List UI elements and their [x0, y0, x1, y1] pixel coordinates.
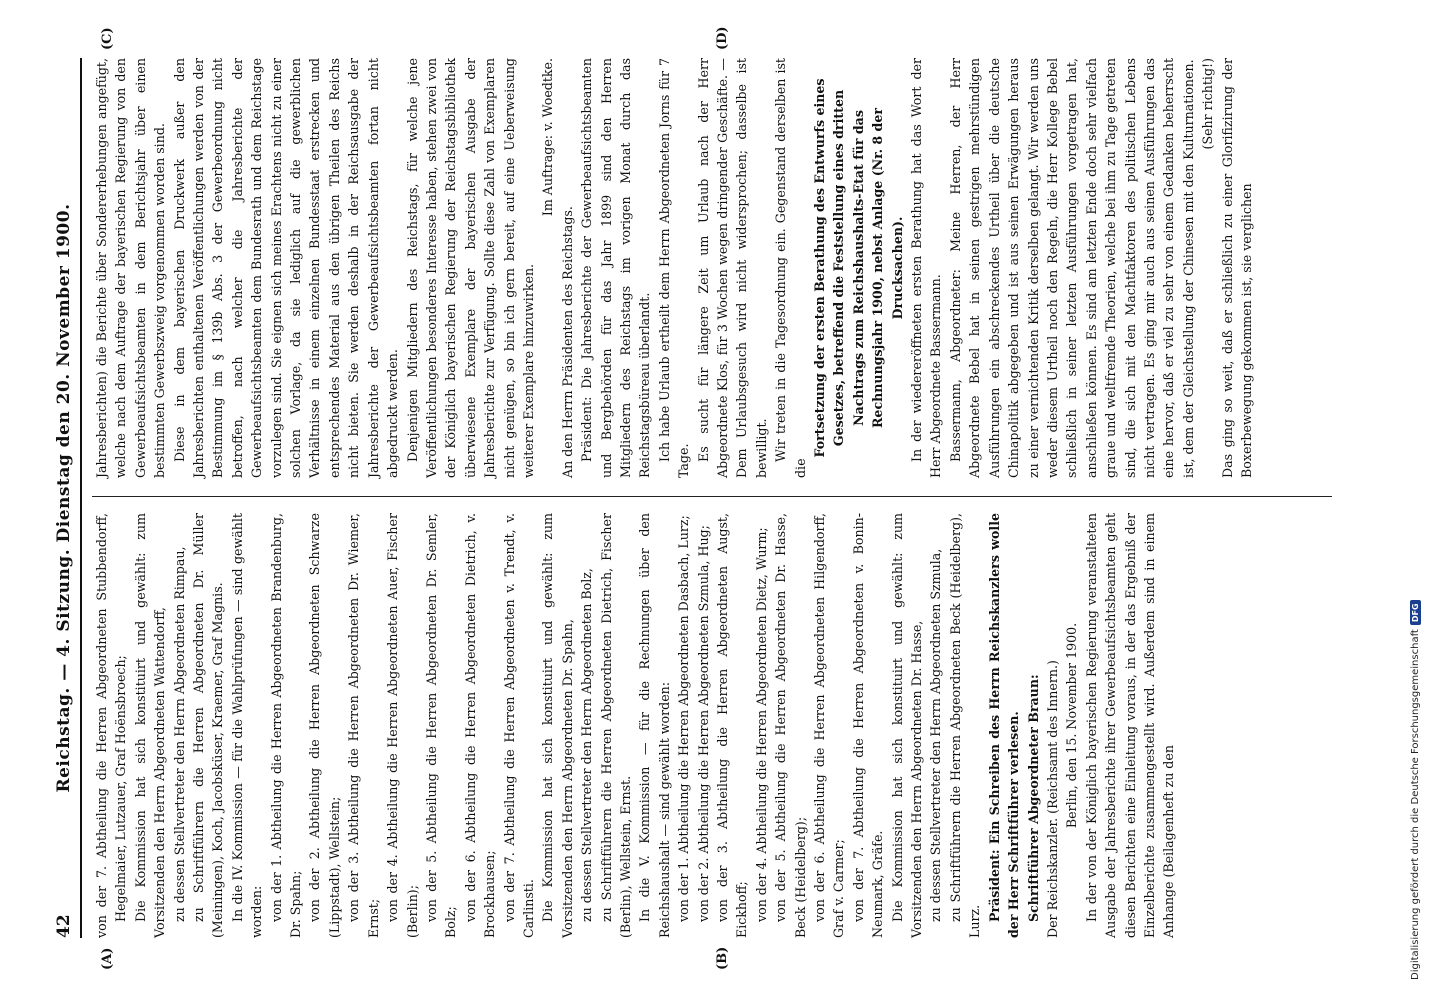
- paragraph: zu dessen Stellvertreter den Herrn Abgeordneten Szmula,: [928, 548, 944, 922]
- paragraph: In die V. Kommission — für die Rechnungen über den Reichshaushalt — sind gewählt worden:: [637, 513, 672, 938]
- paragraph: von der 6. Abtheilung die Herren Abgeordneten Hilgendorff, Graf v. Carmer;: [812, 513, 847, 938]
- paragraph: Wir treten in die Tagesordnung ein. Gegenstand derselben ist die: [773, 58, 808, 478]
- margin-marker-d: (D): [715, 26, 730, 50]
- paragraph: von der 7. Abtheilung die Herren Abgeordneten v. Bonin-Neumark, Gräfe.: [850, 513, 886, 938]
- paragraph: zu dessen Stellvertreter den Herrn Abgeordneten Bolz,: [579, 568, 595, 922]
- paragraph: Präsident: Die Jahresberichte der Gewerbeaufsichtsbeamten und Bergbehörden für das Jahr 1899 sind den Herren Mitgliedern des Reichstags im vorigen Monat durch das Reichstagsbüreau überlandt.: [579, 58, 653, 478]
- paragraph: zu Schriftführern die Herren Abgeordneten Dr. Müller (Meiningen), Koch, Jacobsküser, Kraemer, Graf Magnis.: [191, 513, 226, 938]
- paragraph: Die Kommission hat sich konstituirt und gewählt: zum Vorsitzenden den Herrn Abgeordneten Dr. Spahn,: [540, 513, 575, 938]
- paragraph: von der 2. Abtheilung die Herren Abgeordneten Schwarze (Lippstadt), Wellstein;: [307, 513, 342, 938]
- paragraph: In der von der Königlich bayerischen Regierung veranstalteten Ausgabe der Jahresberichte ihrer Gewerbeaufsichtsbeamten geht diesen Berichten eine Einleitung voraus, in der das Ergebniß der Einzelberichte zusammengestellt wird. Außerdem sind in einem Anhange (Beilagenheft zu den: [1083, 513, 1177, 938]
- paragraph: von der 2. Abtheilung die Herren Abgeordneten Szmula, Hug;: [695, 525, 711, 922]
- paragraph: von der 5. Abtheilung die Herren Abgeordneten Dr. Semler, Bolz;: [423, 513, 459, 938]
- speaker-line: Schriftführer Abgeordneter Braun:: [1025, 674, 1041, 922]
- paragraph: In die IV. Kommission — für die Wahlprüfungen — sind gewählt worden:: [229, 513, 265, 938]
- letter-date: Berlin, den 15. November 1900.: [1064, 622, 1080, 829]
- addressee: An den Herrn Präsidenten des Reichstags.: [559, 206, 575, 478]
- paragraph: Jahresberichten) die Berichte über Sondererhebungen angefügt, welche nach dem Auftrage der bayerischen Regierung von den Gewerbeaufsichtsbeamten in dem Berichtsjahr über einen bestimmten Gewerbszweig vorgenommen worden sind.: [94, 58, 168, 478]
- column-divider: [92, 496, 1332, 497]
- paragraph: von der 4. Abtheilung die Herren Abgeordneten Dietz, Wurm;: [753, 527, 769, 922]
- paragraph: zu dessen Stellvertreter den Herrn Abgeordneten Rimpau,: [171, 546, 187, 922]
- paragraph: von der 1. Abtheilung die Herren Abgeordneten Dasbach, Lurz;: [676, 515, 692, 922]
- paragraph: Die Kommission hat sich konstituirt und gewählt: zum Vorsitzenden den Herrn Abgeordneten Dr. Hasse,: [889, 513, 925, 938]
- letter-sender: Der Reichskanzler. (Reichsamt des Innern.): [1044, 660, 1060, 938]
- dfg-logo-icon: DFG: [1410, 600, 1421, 625]
- paragraph: von der 7. Abtheilung die Herren Abgeordneten Stubbendorff, Hegelmaier, Lutzauer, Graf Hoënsbroech;: [94, 513, 129, 938]
- paragraph: zu Schriftführern die Herren Abgeordneten Dietrich, Fischer (Berlin), Wellstein, Ernst.: [598, 513, 633, 938]
- paragraph: Bassermann, Abgeordneter: Meine Herren, der Herr Abgeordnete Bebel hat in seinen gestrigen mehrstündigen Ausführungen ein abschreckendes Urtheil über die deutsche Chinapolitik abgegeben und ist aus seinen Erwägungen heraus zu einer vernichtenden Kritik derselben gelangt. Wir werden uns weder diesem Urtheil noch den Regeln, die Herr Kollege Bebel schließlich in seiner letzten Ausführungen vorgetragen hat, anschließen können. Es sind am letzten Ende doch sehr vielfach graue und weltfremde Theorien, welche bei ihm zu Tage getreten sind, die sich mit den Machtfaktoren des politischen Lebens nicht vertragen. Es ging mir auch aus seinen Ausführungen das eine hervor, daß er viel zu sehr von einem Gedanken beherrscht ist, dem der Gleichstellung der Chinesen mit den Kulturnationen.: [947, 58, 1196, 478]
- page-title: Reichstag. — 4. Sitzung. Dienstag den 20. November 1900.: [54, 203, 74, 793]
- paragraph: von der 1. Abtheilung die Herren Abgeordneten Brandenburg, Dr. Spahn;: [268, 513, 304, 938]
- signature: Im Auftrage: v. Woedtke.: [540, 58, 556, 217]
- paragraph: zu Schriftführern die Herren Abgeordneten Beck (Heidelberg), Lurz.: [947, 513, 983, 938]
- paragraph: von der 4. Abtheilung die Herren Abgeordneten Auer, Fischer (Berlin);: [385, 513, 420, 938]
- paragraph: von der 5. Abtheilung die Herren Abgeordneten Dr. Hasse, Beck (Heidelberg);: [773, 513, 808, 938]
- right-column: [92, 58, 1256, 478]
- president-remark: Präsident: Ein Schreiben des Herrn Reichskanzlers wolle der Herr Schriftführer verlesen.: [986, 513, 1022, 938]
- paragraph: Es sucht für längere Zeit um Urlaub nach der Herr Abgeordnete Klos, für 3 Wochen wegen dringender Geschäfte. — Dem Urlaubsgesuch wird nicht widersprochen; dasselbe ist bewilligt.: [695, 58, 769, 478]
- footer-text: Digitalisierung gefördert durch die Deutsche Forschungsgemeinschaft: [1410, 629, 1421, 980]
- paragraph: Diese in dem bayerischen Druckwerk außer den Jahresberichten enthaltenen Veröffentlichungen werden von der Bestimmung im § 139b Abs. 3 der Gewerbeordnung nicht betroffen, nach welcher die Jahresberichte der Gewerbeaufsichtsbeamten dem Bundesrath und dem Reichstage vorzulegen sind. Sie eignen sich meines Erachtens nicht zu einer solchen Vorlage, da sie lediglich auf die gewerblichen Verhältnisse in einem einzelnen Bundesstaat erstrecken und entsprechendes Material aus den übrigen Theilen des Reichs nicht bieten. Sie werden deshalb in der Reichsausgabe der Jahresberichte der Gewerbeaufsichtsbeamten fortan nicht abgedruckt werden.: [171, 58, 401, 478]
- paragraph: von der 6. Abtheilung die Herren Abgeordneten Dietrich, v. Brockhausen;: [462, 513, 498, 938]
- page-header: [52, 58, 82, 938]
- paragraph: Ich habe Urlaub ertheilt dem Herrn Abgeordneten Jorns für 7 Tage.: [656, 58, 692, 478]
- margin-marker-b: (B): [715, 946, 730, 970]
- digitization-footer: [1410, 600, 1421, 980]
- paragraph: In der wiedereröffneten ersten Berathung hat das Wort der Herr Abgeordnete Bassermann.: [909, 58, 944, 478]
- page-number: 42: [54, 914, 74, 938]
- paragraph: von der 3. Abtheilung die Herren Abgeordneten Augst, Eickhoff;: [715, 513, 750, 938]
- paragraph: Die Kommission hat sich konstituirt und gewählt: zum Vorsitzenden den Herrn Abgeordneten Wattendorff,: [132, 513, 168, 938]
- agenda-item: Fortsetzung der ersten Berathung des Entwurfs eines Gesetzes, betreffend die Feststellung eines dritten Nachtrags zum Reichshaushalts-Etat für das Rechnungsjahr 1900, nebst Anlage (Nr. 8 der Drucksachen).: [812, 78, 905, 458]
- paragraph: Denjenigen Mitgliedern des Reichstags, für welche jene Veröffentlichungen besonderes Interesse haben, stehen zwei von der Königlich bayerischen Regierung der Reichstagsbibliothek überwiesene Exemplare der bayerischen Ausgabe der Jahresberichte zur Verfügung. Sollte diese Zahl von Exemplaren nicht genügen, so bin ich gern bereit, auf eine Ueberweisung weiterer Exemplare hinzuwirken.: [404, 58, 536, 478]
- paragraph: von der 3. Abtheilung die Herren Abgeordneten Dr. Wiemer, Ernst;: [346, 513, 381, 938]
- interjection: (Sehr richtig!): [1200, 58, 1216, 150]
- margin-marker-c: (C): [100, 27, 115, 50]
- paragraph: Das ging so weit, daß er schließlich zu einer Glorifizirung der Boxerbewegung gekommen ist, sie verglichen: [1219, 58, 1254, 478]
- paragraph: von der 7. Abtheilung die Herren Abgeordneten v. Trendt, v. Carlinsti.: [501, 513, 536, 938]
- left-column: [92, 513, 1179, 938]
- margin-marker-a: (A): [100, 947, 115, 970]
